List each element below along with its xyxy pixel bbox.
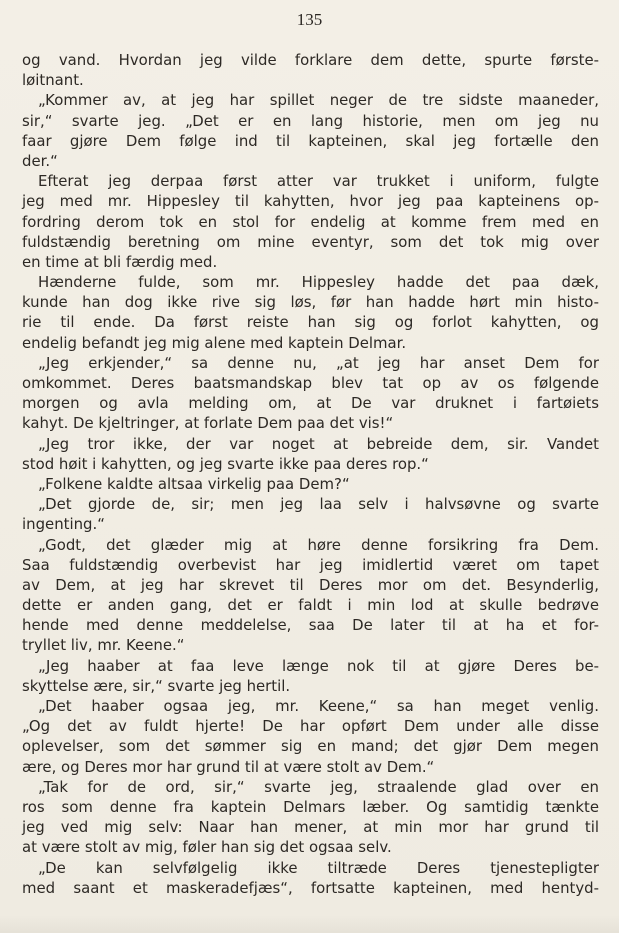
text-line: tryllet liv, mr. Keene.“ xyxy=(22,636,185,655)
text-line: en time at bli færdig med. xyxy=(22,252,218,271)
text-line: av Dem, at jeg har skrevet til Deres mor om det. Besynderlig, xyxy=(22,575,599,594)
text-line: ingenting.“ xyxy=(22,515,105,534)
text-line: at være stolt av mig, føler han sig det ogsaa selv. xyxy=(22,838,392,857)
text-line: „Godt, det glæder mig at høre denne forsikring fra Dem. xyxy=(38,535,599,554)
text-line: „Det haaber ogsaa jeg, mr. Keene,“ sa han meget venlig. xyxy=(38,697,599,715)
text-line: dette er anden gang, det er faldt i min lod at skulle bedrøve xyxy=(22,596,599,615)
text-line: „Tak for de ord, sir,“ svarte jeg, straalende glad over en xyxy=(38,777,599,796)
text-line: „Jeg erkjender,“ sa denne nu, „at jeg har anset Dem for xyxy=(38,353,599,372)
text-line: med saant et maskeradefjæs“, fortsatte kapteinen, med hentyd- xyxy=(22,878,599,897)
text-line: Hænderne fulde, som mr. Hippesley hadde det paa dæk, xyxy=(38,273,599,292)
text-line: morgen og avla melding om, at De var druknet i fartøiets xyxy=(22,394,599,413)
text-line: oplevelser, som det sømmer sig en mand; det gjør Dem megen xyxy=(22,737,599,756)
page-bottom-edge xyxy=(0,915,619,933)
body-text xyxy=(22,50,599,898)
text-line: og vand. Hvordan jeg vilde forklare dem dette, spurte første- xyxy=(22,51,599,69)
text-line: „Jeg haaber at faa leve længe nok til at gjøre Deres be- xyxy=(38,656,599,675)
page-number: 135 xyxy=(296,10,323,29)
text-line: rie til ende. Da først reiste han sig og forlot kahytten, og xyxy=(22,313,599,332)
text-line: Efterat jeg derpaa først atter var trukket i uniform, fulgte xyxy=(38,172,599,191)
text-line: jeg ved mig selv: Naar han mener, at min mor har grund til xyxy=(22,818,599,837)
text-line: „Kommer av, at jeg har spillet neger de tre sidste maaneder, xyxy=(38,91,599,110)
text-line: kahyt. De kjeltringer, at forlate Dem paa det vis!“ xyxy=(22,414,394,433)
text-line: ære, og Deres mor har grund til at være stolt av Dem.“ xyxy=(22,757,435,776)
text-line: „Det gjorde de, sir; men jeg laa selv i halvsøvne og svarte xyxy=(38,495,599,514)
text-line: Saa fuldstændig overbevist har jeg imidlertid været om tapet xyxy=(22,555,599,574)
text-line: ros som denne fra kaptein Delmars læber. Og samtidig tænkte xyxy=(22,797,599,816)
text-line: faar gjøre Dem følge ind til kapteinen, skal jeg fortælle den xyxy=(22,131,599,150)
text-line: skyttelse ære, sir,“ svarte jeg hertil. xyxy=(22,676,291,695)
text-line: „Og det av fuldt hjerte! De har opført Dem under alle disse xyxy=(22,717,599,736)
text-line: jeg med mr. Hippesley til kahytten, hvor jeg paa kapteinens op- xyxy=(22,192,599,211)
text-line: hende med denne meddelelse, saa De later til at ha et for- xyxy=(22,616,599,635)
text-line: „Jeg tror ikke, der var noget at bebreide dem, sir. Vandet xyxy=(38,434,599,453)
text-line: endelig befandt jeg mig alene med kaptein Delmar. xyxy=(22,333,407,352)
text-line: stod høit i kahytten, og jeg svarte ikke paa deres rop.“ xyxy=(22,454,429,473)
text-line: omkommet. Deres baatsmandskap blev tat op av os følgende xyxy=(22,374,599,392)
text-line: fuldstændig beretning om mine eventyr, som det tok mig over xyxy=(22,232,599,251)
text-line: sir,“ svarte jeg. „Det er en lang historie, men om jeg nu xyxy=(22,111,599,130)
text-line: „Folkene kaldte altsaa virkelig paa Dem?“ xyxy=(38,474,350,493)
text-line: der.“ xyxy=(22,151,58,170)
text-line: „De kan selvfølgelig ikke tiltræde Deres tjenestepligter xyxy=(38,858,599,877)
text-line: løitnant. xyxy=(22,71,84,90)
text-line: fordring derom tok en stol for endelig at komme frem med en xyxy=(22,212,599,231)
text-line: kunde han dog ikke rive sig løs, før han hadde hørt min histo- xyxy=(22,293,599,312)
